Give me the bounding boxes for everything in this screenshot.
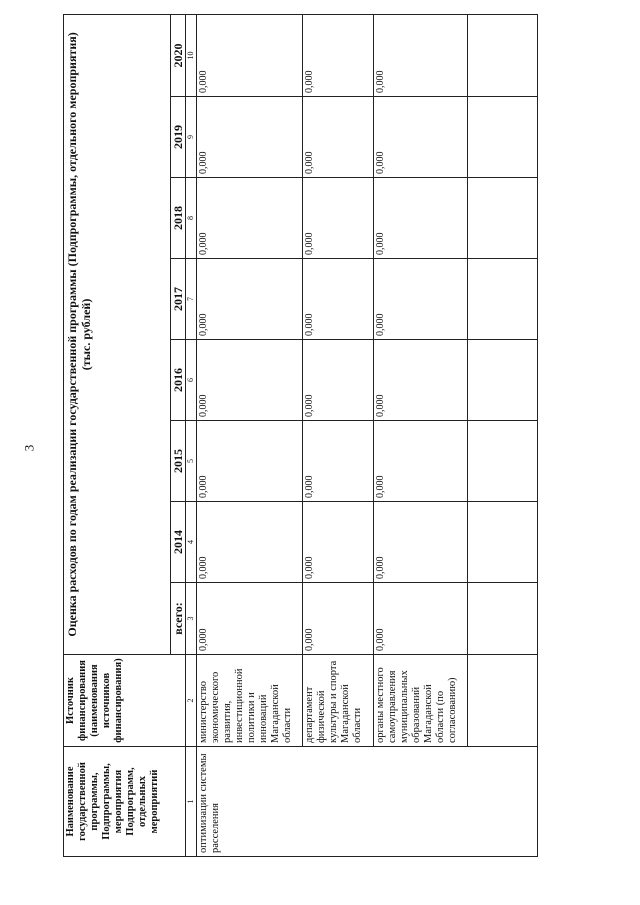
value-cell: 0,000	[303, 14, 374, 96]
value-cell: 0,000	[374, 97, 468, 178]
header-year: 2020	[171, 14, 186, 96]
value-cell: 0,000	[197, 421, 303, 502]
value-cell: 0,000	[303, 178, 374, 259]
empty-cell	[468, 14, 538, 96]
value-cell: 0,000	[374, 502, 468, 583]
measure-name: оптимизации системы расселения	[197, 747, 538, 857]
value-cell: 0,000	[374, 259, 468, 340]
value-cell: 0,000	[197, 14, 303, 96]
column-number: 5	[186, 421, 197, 502]
value-cell: 0,000	[197, 340, 303, 421]
table-row	[197, 14, 303, 856]
column-number: 6	[186, 340, 197, 421]
header-row	[64, 14, 171, 856]
rotated-table-container	[63, 15, 563, 857]
funding-source: министерство экономического развития, инвестиционной политики и инноваций Магаданской области	[197, 655, 303, 747]
value-cell: 0,000	[197, 502, 303, 583]
value-cell: 0,000	[197, 178, 303, 259]
empty-cell	[468, 97, 538, 178]
value-cell: 0,000	[303, 421, 374, 502]
column-number: 3	[186, 583, 197, 655]
value-cell: 0,000	[374, 178, 468, 259]
table-row-empty	[468, 14, 538, 856]
header-total: всего:	[171, 583, 186, 655]
empty-cell	[468, 502, 538, 583]
empty-cell	[468, 259, 538, 340]
column-number: 10	[186, 14, 197, 96]
header-funding-source: Источник финансирования (наименования источников финансирования)	[64, 655, 186, 747]
page-number: 3	[21, 444, 37, 452]
column-number: 2	[186, 655, 197, 747]
funding-source: департамент физической культуры и спорта Магаданской области	[303, 655, 374, 747]
column-number: 7	[186, 259, 197, 340]
header-program-name: Наименование государственной программы, Подпрограммы, мероприятия Подпрограмм, отдельных мероприятий	[64, 747, 186, 857]
empty-cell	[468, 340, 538, 421]
header-year: 2014	[171, 502, 186, 583]
header-expenditure-estimate: Оценка расходов по годам реализации государственной программы (Подпрограммы, отдельного мероприятия) (тыс. рублей)	[64, 14, 171, 654]
empty-cell	[468, 655, 538, 747]
value-cell: 0,000	[197, 259, 303, 340]
value-cell: 0,000	[374, 14, 468, 96]
expenditure-table	[63, 14, 538, 857]
value-cell: 0,000	[374, 421, 468, 502]
value-cell: 0,000	[303, 583, 374, 655]
value-cell: 0,000	[197, 583, 303, 655]
value-cell: 0,000	[197, 97, 303, 178]
empty-cell	[468, 583, 538, 655]
column-number: 4	[186, 502, 197, 583]
table-row	[374, 14, 468, 856]
value-cell: 0,000	[374, 340, 468, 421]
value-cell: 0,000	[374, 583, 468, 655]
header-year: 2017	[171, 259, 186, 340]
header-year: 2019	[171, 97, 186, 178]
header-year: 2016	[171, 340, 186, 421]
header-year: 2015	[171, 421, 186, 502]
value-cell: 0,000	[303, 502, 374, 583]
column-number: 8	[186, 178, 197, 259]
funding-source: органы местного самоуправления муниципальных образований Магаданской области (по согласованию)	[374, 655, 468, 747]
empty-cell	[468, 178, 538, 259]
table-row	[303, 14, 374, 856]
column-number: 1	[186, 747, 197, 857]
value-cell: 0,000	[303, 340, 374, 421]
value-cell: 0,000	[303, 97, 374, 178]
column-number: 9	[186, 97, 197, 178]
empty-cell	[468, 421, 538, 502]
value-cell: 0,000	[303, 259, 374, 340]
column-number-row	[186, 14, 197, 856]
header-year: 2018	[171, 178, 186, 259]
